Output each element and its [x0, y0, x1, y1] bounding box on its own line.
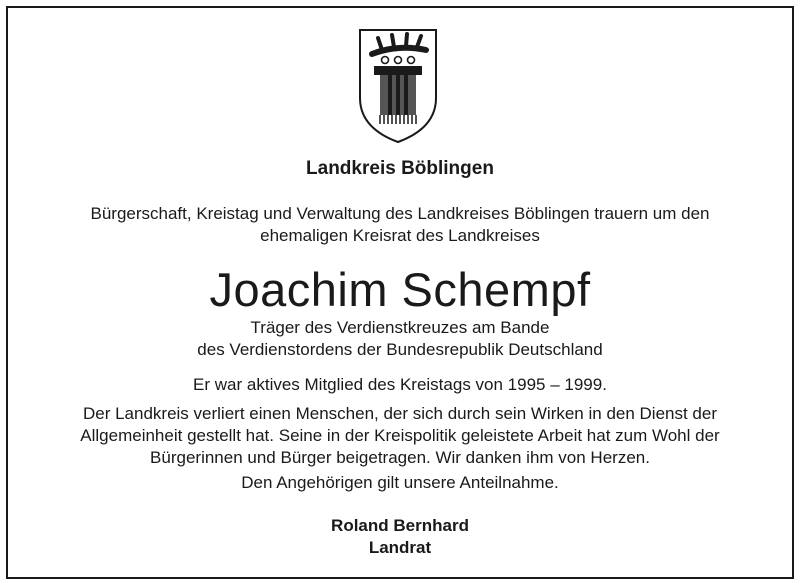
honor-line-2: des Verdienstordens der Bundesrepublik Deutschland [197, 340, 603, 359]
tribute-line-2: Allgemeinheit gestellt hat. Seine in der Kreispolitik geleistete Arbeit hat zum Wohl der [80, 426, 720, 445]
deceased-name: Joachim Schempf [209, 263, 591, 316]
tribute-paragraph [0, 403, 800, 469]
honor-line-1: Träger des Verdienstkreuzes am Bande [250, 318, 550, 337]
membership-text: Er war aktives Mitglied des Kreistags von 1995 – 1999. [193, 375, 607, 394]
condolence-text: Den Angehörigen gilt unsere Anteilnahme. [241, 473, 559, 492]
tribute-line-1: Der Landkreis verliert einen Menschen, der sich durch sein Wirken in den Dienst der [82, 404, 718, 423]
signer-name: Roland Bernhard [331, 516, 469, 535]
intro-text-line-1: Bürgerschaft, Kreistag und Verwaltung des Landkreises Böblingen trauern um den [90, 204, 710, 223]
intro-text-line-2: ehemaligen Kreisrat des Landkreises [260, 226, 540, 245]
signer-title: Landrat [368, 538, 432, 557]
coat-of-arms-icon [358, 28, 438, 144]
tribute-line-3: Bürgerinnen und Bürger beigetragen. Wir danken ihm von Herzen. [150, 448, 650, 467]
organization-name: Landkreis Böblingen [306, 158, 494, 179]
